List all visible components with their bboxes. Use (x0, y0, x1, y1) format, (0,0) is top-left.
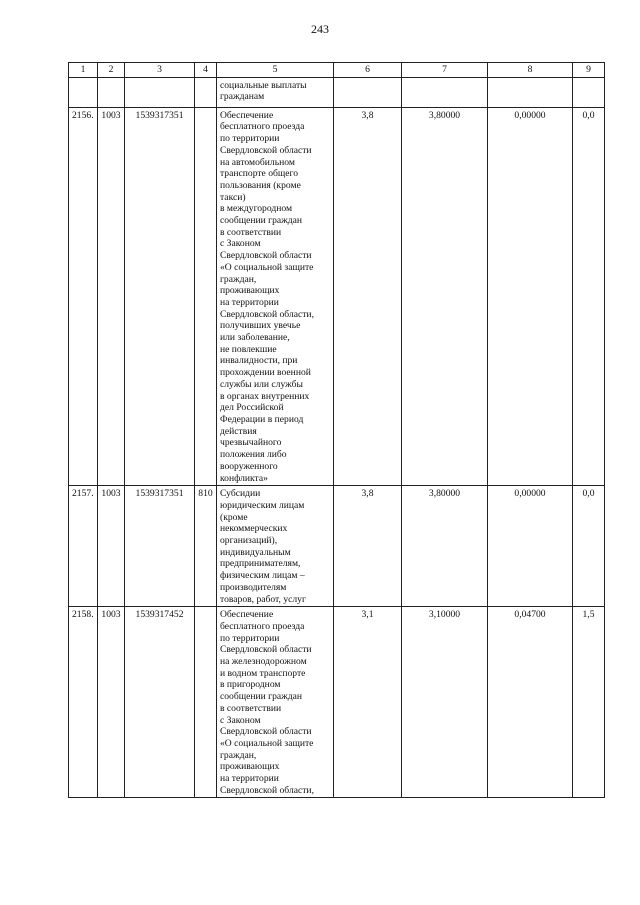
value-col-6: 3,8 (334, 486, 402, 607)
target-code: 1539317351 (125, 107, 195, 486)
section-code: 1003 (98, 607, 125, 798)
table-row-continuation (69, 77, 605, 107)
table-header-row (69, 63, 605, 78)
column-header-5: 5 (217, 63, 334, 78)
continuation-text: социальные выплаты гражданам (217, 77, 334, 107)
item-name: Субсидии юридическим лицам (кроме некоммерческих организаций), индивидуальным предпринимателям, физическим лицам – производителям товаров, работ, услуг (217, 486, 334, 607)
row-number: 2157. (69, 486, 98, 607)
item-name: Обеспечение бесплатного проезда по территории Свердловской области на автомобильном транспорте общего пользования (кроме такси) в междугородном сообщении граждан в соответствии с Законом Свердловской области «О социальной защите граждан, проживающих на территории Свердловской области, получивших увечье или заболевание, не повлекшие инвалидности, при прохождении военной службы или службы в органах внутренних дел Российской Федерации в период действия чрезвычайного положения либо вооруженного конфликта» (217, 107, 334, 486)
expense-kind-code (195, 607, 217, 798)
column-header-4: 4 (195, 63, 217, 78)
value-col-9: 0,0 (573, 107, 605, 486)
expense-kind-code: 810 (195, 486, 217, 607)
budget-table (68, 62, 605, 798)
value-col-7: 3,80000 (402, 107, 488, 486)
column-header-3: 3 (125, 63, 195, 78)
value-col-9: 0,0 (573, 486, 605, 607)
value-col-6: 3,1 (334, 607, 402, 798)
column-header-2: 2 (98, 63, 125, 78)
column-header-9: 9 (573, 63, 605, 78)
target-code: 1539317452 (125, 607, 195, 798)
value-col-8: 0,00000 (488, 107, 573, 486)
value-col-8: 0,04700 (488, 607, 573, 798)
target-code: 1539317351 (125, 486, 195, 607)
row-number: 2156. (69, 107, 98, 486)
page-number: 243 (311, 22, 329, 36)
value-col-7: 3,10000 (402, 607, 488, 798)
column-header-1: 1 (69, 63, 98, 78)
value-col-9: 1,5 (573, 607, 605, 798)
value-col-6: 3,8 (334, 107, 402, 486)
section-code: 1003 (98, 107, 125, 486)
column-header-6: 6 (334, 63, 402, 78)
row-number: 2158. (69, 607, 98, 798)
value-col-8: 0,00000 (488, 486, 573, 607)
item-name: Обеспечение бесплатного проезда по территории Свердловской области на железнодорожном и водном транспорте в пригородном сообщении граждан в соответствии с Законом Свердловской области «О социальной защите граждан, проживающих на территории Свердловской области, (217, 607, 334, 798)
column-header-7: 7 (402, 63, 488, 78)
table-row (69, 107, 605, 486)
table-row (69, 486, 605, 607)
section-code: 1003 (98, 486, 125, 607)
column-header-8: 8 (488, 63, 573, 78)
value-col-7: 3,80000 (402, 486, 488, 607)
expense-kind-code (195, 107, 217, 486)
table-row (69, 607, 605, 798)
